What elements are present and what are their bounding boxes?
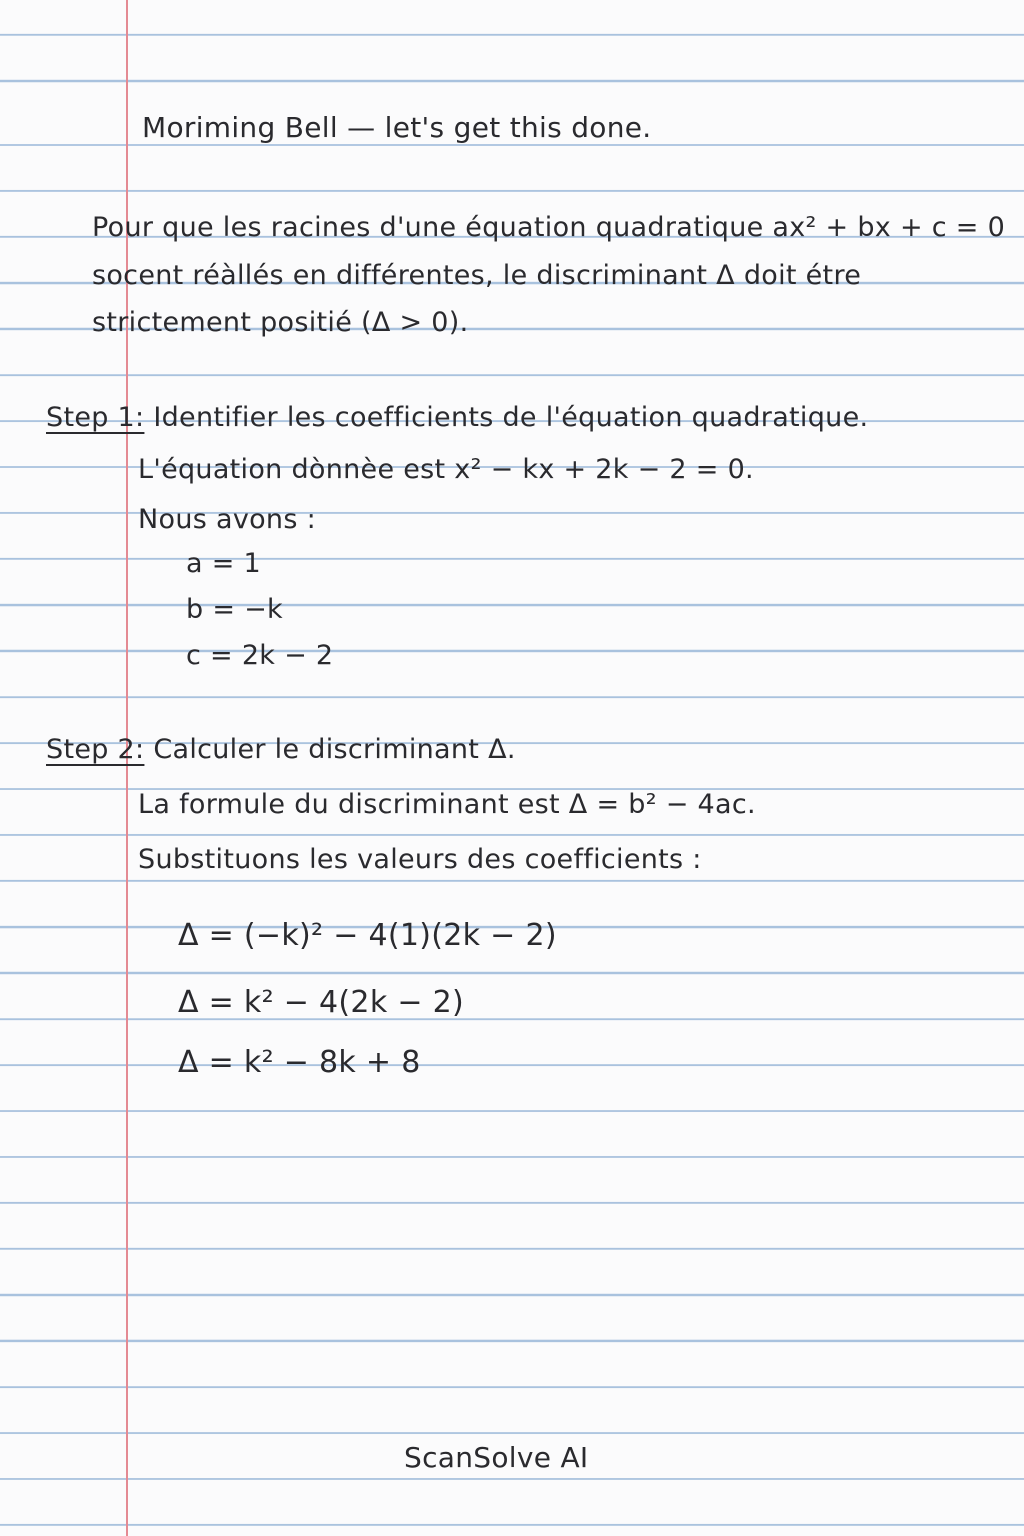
step2-substitute: Substituons les valeurs des coefficients : [138, 844, 702, 875]
step1-have: Nous avons : [138, 504, 316, 535]
step2-label: Step 2: [46, 734, 145, 765]
step1-heading [46, 400, 868, 436]
step1-label: Step 1: [46, 402, 145, 433]
header-note: Moriming Bell — let's get this done. [142, 111, 652, 144]
intro-line-2: socent réàllés en différentes, le discriminant Δ doit étre [92, 260, 862, 291]
coefficient-a: a = 1 [186, 548, 262, 579]
discriminant-eq-3: Δ = k² − 8k + 8 [178, 1045, 421, 1080]
step2-heading [46, 732, 516, 768]
step1-given-equation: L'équation dònnèe est x² − kx + 2k − 2 = 0. [138, 454, 754, 485]
footer-brand: ScanSolve AI [404, 1441, 589, 1474]
intro-line-3: strictement positié (Δ > 0). [92, 307, 469, 338]
coefficient-c: c = 2k − 2 [186, 640, 334, 671]
step1-title: Identifier les coefficients de l'équation quadratique. [153, 402, 869, 433]
discriminant-eq-2: Δ = k² − 4(2k − 2) [178, 985, 464, 1020]
step2-title: Calculer le discriminant Δ. [153, 734, 516, 765]
intro-line-1: Pour que les racines d'une équation quadratique ax² + bx + c = 0 [92, 212, 1006, 243]
discriminant-eq-1: Δ = (−k)² − 4(1)(2k − 2) [178, 918, 557, 953]
coefficient-b: b = −k [186, 594, 283, 625]
step2-formula: La formule du discriminant est Δ = b² − 4ac. [138, 789, 756, 820]
